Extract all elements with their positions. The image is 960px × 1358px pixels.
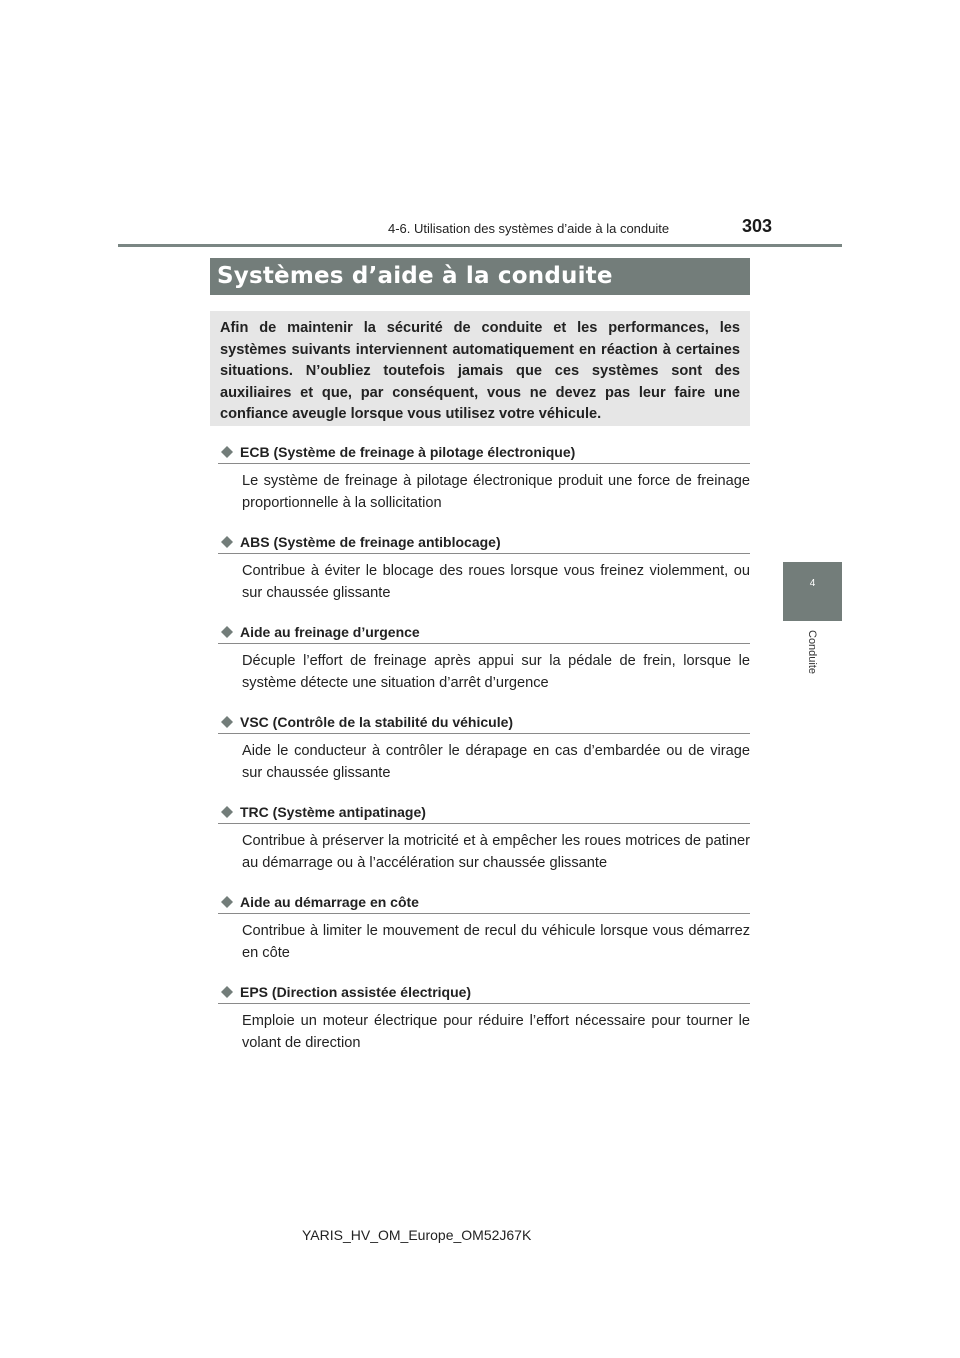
document-footer: YARIS_HV_OM_Europe_OM52J67K xyxy=(302,1227,532,1243)
diamond-bullet-icon xyxy=(221,806,233,818)
intro-text: Afin de maintenir la sécurité de conduite et les performances, les systèmes suivants interviennent automatiquement en réaction à certaines situations. N’oubliez toutefois jamais que ces systèmes sont des auxiliaires et que, par conséquent, vous ne devez pas leur faire une confiance aveugle lorsque vous utilisez votre véhicule. xyxy=(220,320,740,423)
list-item xyxy=(218,980,750,1062)
systems-list xyxy=(218,440,750,1062)
item-heading xyxy=(218,980,750,1004)
item-heading-text: TRC (Système antipatinage) xyxy=(240,803,426,820)
item-description: Contribue à éviter le blocage des roues lorsque vous freinez violemment, ou sur chaussée glissante xyxy=(242,563,750,601)
item-heading-text: EPS (Direction assistée électrique) xyxy=(240,983,472,1000)
item-heading-text: ECB (Système de freinage à pilotage électronique) xyxy=(240,443,576,460)
item-heading xyxy=(218,620,750,644)
diamond-bullet-icon xyxy=(221,446,233,458)
intro-box xyxy=(210,311,750,426)
page-title: Systèmes d’aide à la conduite xyxy=(217,263,613,289)
item-heading-text: Aide au démarrage en côte xyxy=(240,893,419,910)
list-item xyxy=(218,530,750,612)
list-item xyxy=(218,620,750,702)
list-item xyxy=(218,440,750,522)
item-heading xyxy=(218,800,750,824)
diamond-bullet-icon xyxy=(221,536,233,548)
item-description: Aide le conducteur à contrôler le dérapage en cas d’embardée ou de virage sur chaussée glissante xyxy=(242,743,750,781)
chapter-tab: 4 xyxy=(783,562,842,621)
diamond-bullet-icon xyxy=(221,896,233,908)
list-item xyxy=(218,710,750,792)
diamond-bullet-icon xyxy=(221,716,233,728)
item-heading-text: VSC (Contrôle de la stabilité du véhicule) xyxy=(240,713,514,730)
item-heading-text: ABS (Système de freinage antiblocage) xyxy=(240,533,501,550)
item-description: Contribue à préserver la motricité et à empêcher les roues motrices de patiner au démarrage ou à l’accélération sur chaussée glissante xyxy=(242,833,750,871)
section-header: 4-6. Utilisation des systèmes d’aide à la conduite xyxy=(388,221,670,236)
item-heading xyxy=(218,710,750,734)
chapter-label xyxy=(783,630,842,690)
item-description: Contribue à limiter le mouvement de recul du véhicule lorsque vous démarrez en côte xyxy=(242,923,750,961)
list-item xyxy=(218,890,750,972)
item-heading xyxy=(218,530,750,554)
chapter-label-text: Conduite xyxy=(806,630,818,675)
header-divider xyxy=(118,244,842,247)
diamond-bullet-icon xyxy=(221,626,233,638)
list-item xyxy=(218,800,750,882)
item-description: Le système de freinage à pilotage électronique produit une force de freinage proportionnelle à la sollicitation xyxy=(242,473,750,511)
item-heading-text: Aide au freinage d’urgence xyxy=(240,623,420,640)
item-heading xyxy=(218,440,750,464)
page-number: 303 xyxy=(742,216,773,236)
item-description: Emploie un moteur électrique pour réduire l’effort nécessaire pour tourner le volant de direction xyxy=(242,1013,750,1051)
item-description: Décuple l’effort de freinage après appui sur la pédale de frein, lorsque le système détecte une situation d’arrêt d’urgence xyxy=(242,653,750,691)
page-title-bar xyxy=(210,258,750,295)
item-heading xyxy=(218,890,750,914)
diamond-bullet-icon xyxy=(221,986,233,998)
